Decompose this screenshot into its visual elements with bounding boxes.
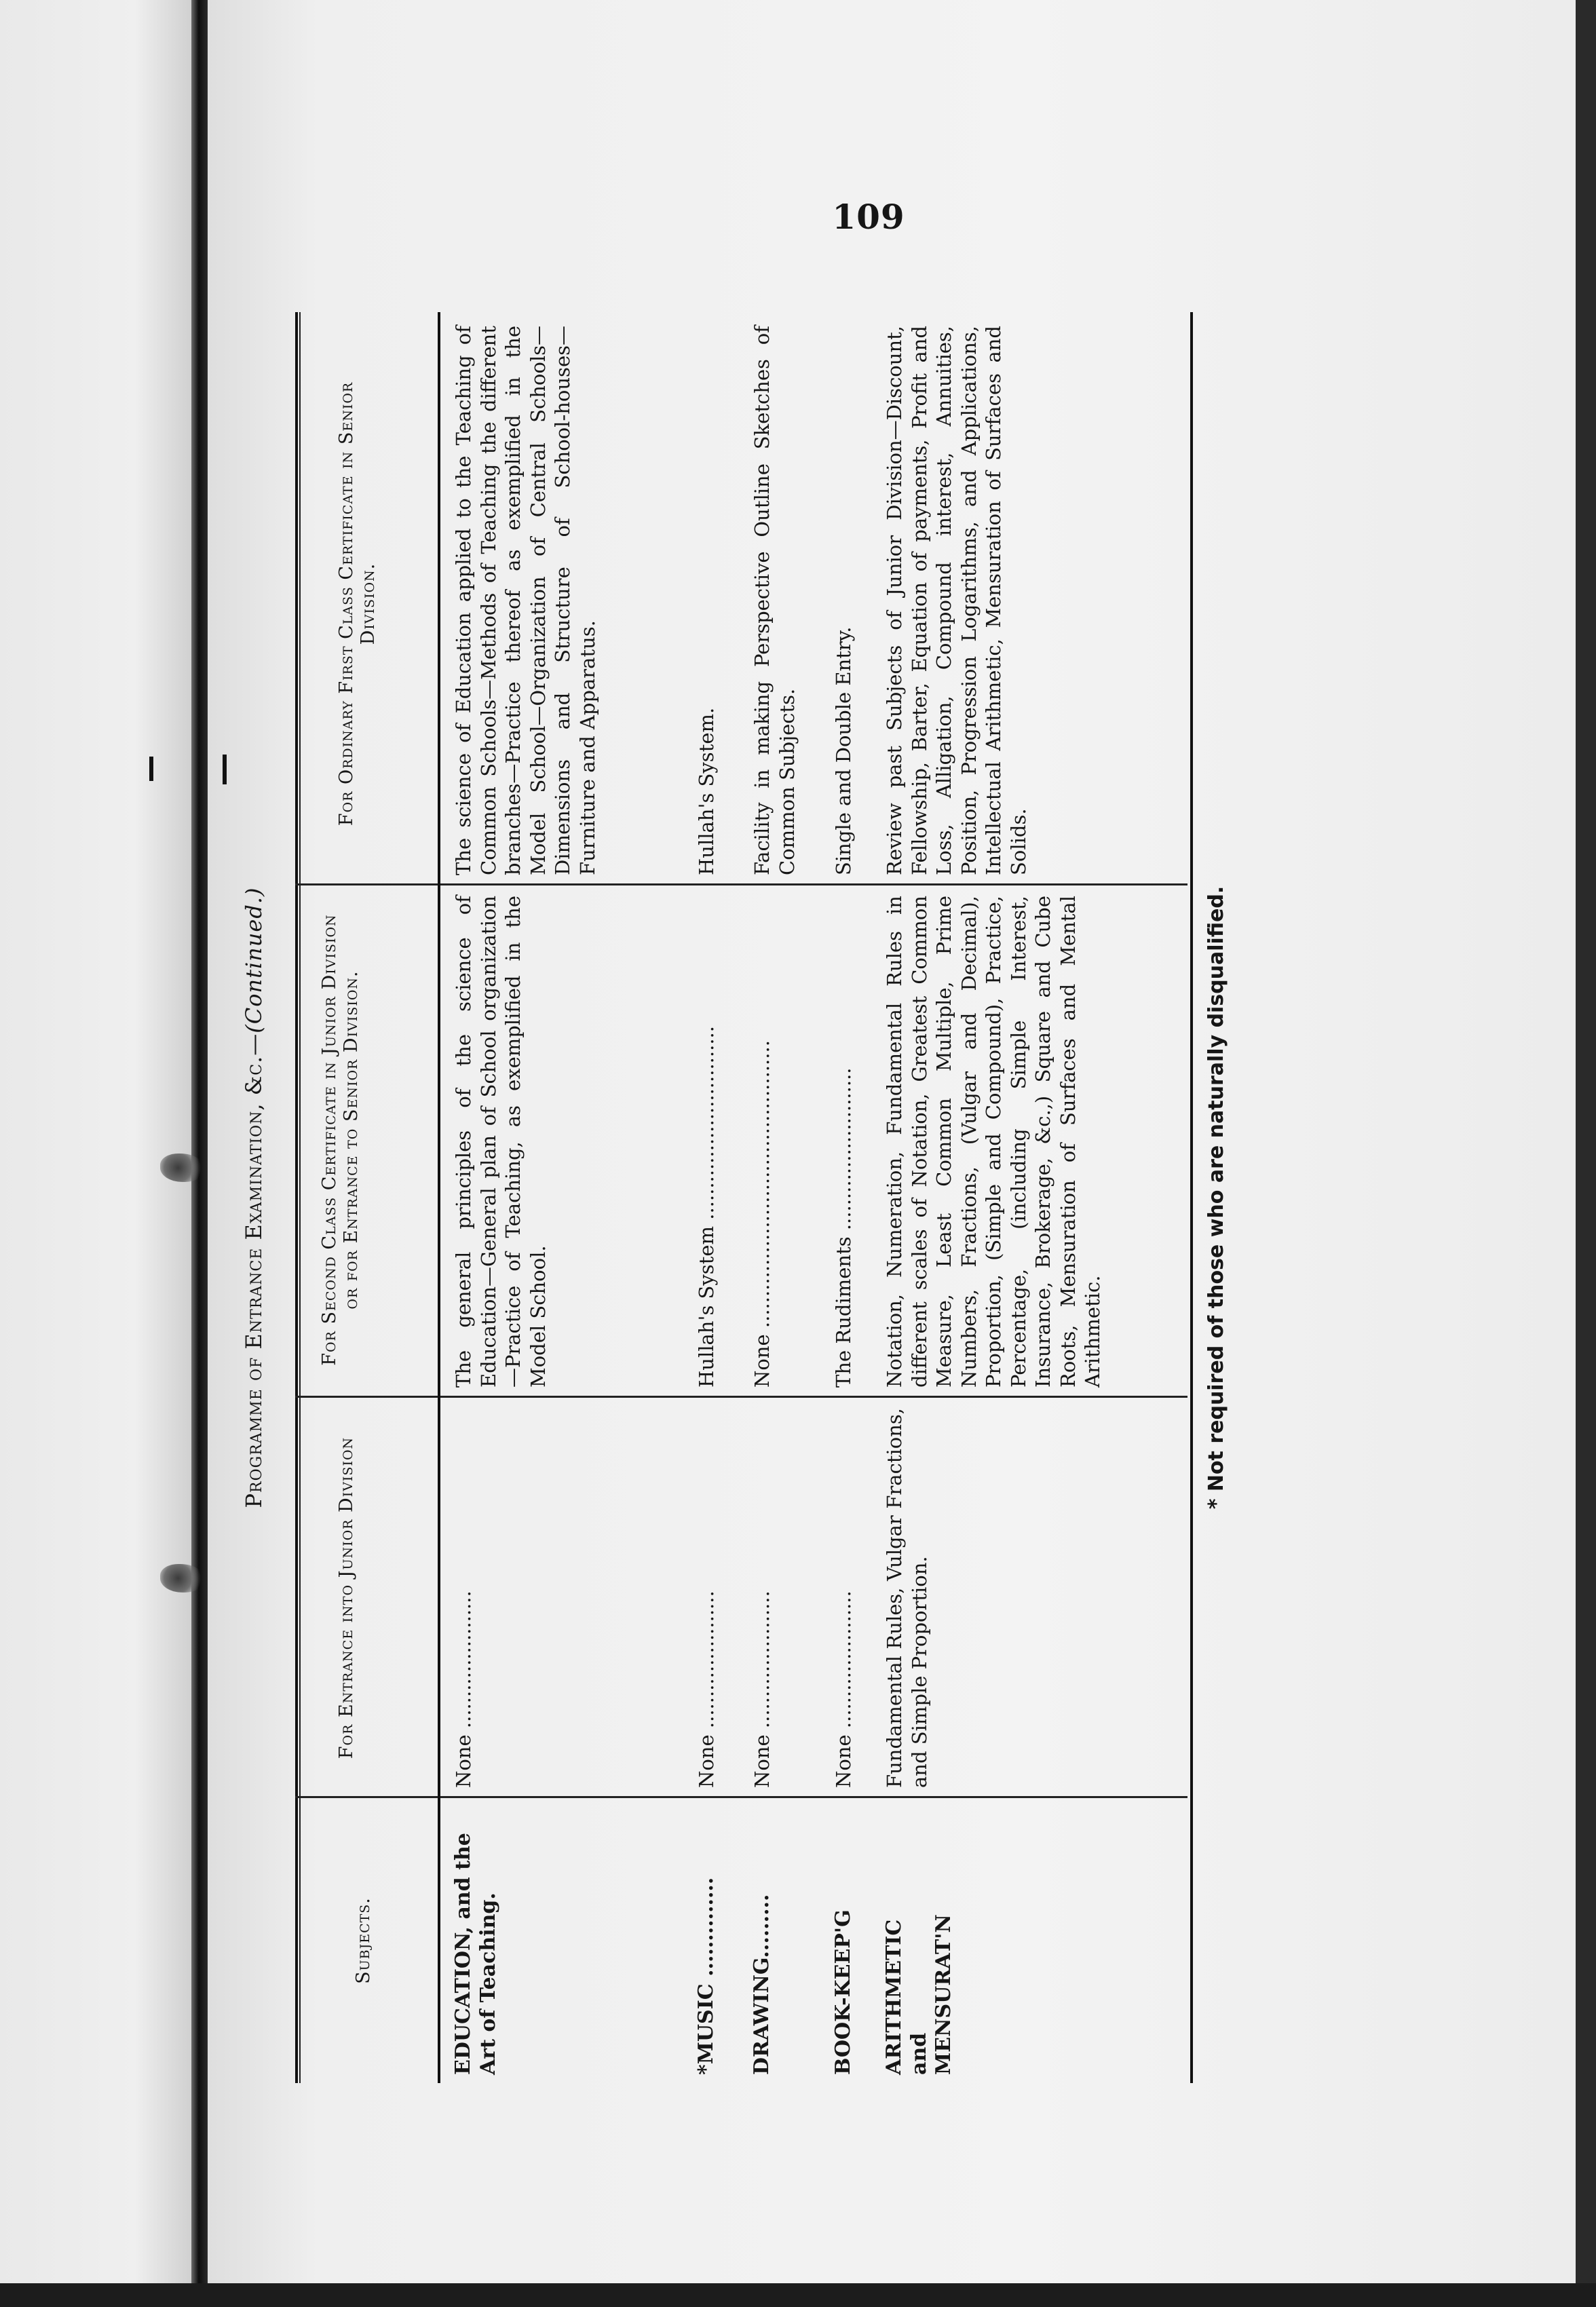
left-page-edge — [0, 0, 193, 2307]
row-bookkeeping-junior: None ...................... — [832, 1590, 855, 1788]
table-title — [241, 312, 282, 2083]
row-bookkeeping-subject: BOOK-KEEP'G — [831, 1909, 855, 2075]
row-bookkeeping-second: The Rudiments .......................... — [832, 1067, 855, 1388]
row-education-first: The science of Education applied to the Teaching of Common Schools—Methods of Teaching the different branches—Practice thereof as exemplified in the Model School—Organization of Central Schools—Dimensions and Structure of School-houses—Furniture and Apparatus. — [452, 326, 599, 875]
row-music-first: Hullah's System. — [695, 707, 718, 875]
footnote: * Not required of those who are naturally disqualified. — [1204, 885, 1228, 1510]
binding-stitch-mark — [160, 1564, 205, 1593]
row-bookkeeping-first: Single and Double Entry. — [832, 626, 855, 875]
row-arithmetic-junior: Fundamental Rules, Vulgar Fractions, and Simple Proportion. — [883, 1408, 931, 1788]
column-divider — [295, 1796, 1188, 1798]
row-music-second: Hullah's System ............................... — [695, 1026, 718, 1388]
row-arithmetic-subject: ARITHMETIC and MENSURAT'N — [882, 1914, 956, 2075]
subject-label: EDUCATION, and the Art of Teaching. — [451, 1833, 500, 2075]
header-rule — [438, 312, 440, 2083]
row-education-second: The general principles of the science of Education—General plan of School organization—Practice of Teaching, as exemplified in the Model School. — [452, 896, 550, 1388]
book-spine — [191, 0, 208, 2307]
row-drawing-subject: DRAWING......... — [750, 1894, 774, 2075]
row-education-junior: None ...................... — [452, 1590, 475, 1788]
row-drawing-first: Facility in making Perspective Outline Sketches of Common Subjects. — [750, 326, 799, 875]
page-number: 109 — [832, 197, 905, 237]
margin-tick-mark — [223, 755, 227, 784]
row-arithmetic-second: Notation, Numeration, Fundamental Rules in different scales of Notation, Greatest Common Measure, Least Common Multiple, Prime Numbers, Fractions, (Vulgar and Decimal), Proportion, (Simple and Compound), Practice, Percentage, (including Simple Interest, Insurance, Brokerage, &c.,) Square and Cube Roots, Mensuration of Surfaces and Mental Arithmetic. — [883, 896, 1105, 1388]
row-education-subject — [451, 1807, 501, 2075]
scan-bottom-edge — [0, 2283, 1596, 2307]
row-music-junior: None ...................... — [695, 1590, 718, 1788]
column-divider — [295, 883, 1188, 885]
table-top-rule — [299, 312, 301, 2083]
header-first-class: For Ordinary First Class Certificate in Senior Division. — [336, 381, 379, 826]
row-music-subject: *MUSIC .............. — [694, 1877, 718, 2075]
header-junior-entrance: For Entrance into Junior Division — [336, 1436, 357, 1759]
header-second-class: For Second Class Certificate in Junior Division or for Entrance to Senior Division. — [319, 914, 362, 1366]
row-drawing-second: None .............................................. — [750, 1040, 774, 1388]
margin-tick-mark — [149, 757, 153, 781]
rotated-table-block — [241, 312, 1259, 2083]
scan-right-edge — [1576, 0, 1596, 2307]
column-divider — [295, 1396, 1188, 1398]
title-continued: (Continued.) — [241, 887, 267, 1033]
header-subjects: Subjects. — [353, 1897, 374, 1984]
row-arithmetic-first: Review past Subjects of Junior Division—Discount, Fellowship, Barter, Equation of payments, Profit and Loss, Alligation, Compound interest, Annuities, Position, Progression Logarithms, and Applications, Intellectual Arithmetic, Mensuration of Surfaces and Solids. — [883, 326, 1030, 875]
title-text: Programme of Entrance Examination, &c.— — [241, 1033, 267, 1508]
binding-stitch-mark — [160, 1154, 205, 1182]
row-drawing-junior: None ...................... — [750, 1590, 774, 1788]
